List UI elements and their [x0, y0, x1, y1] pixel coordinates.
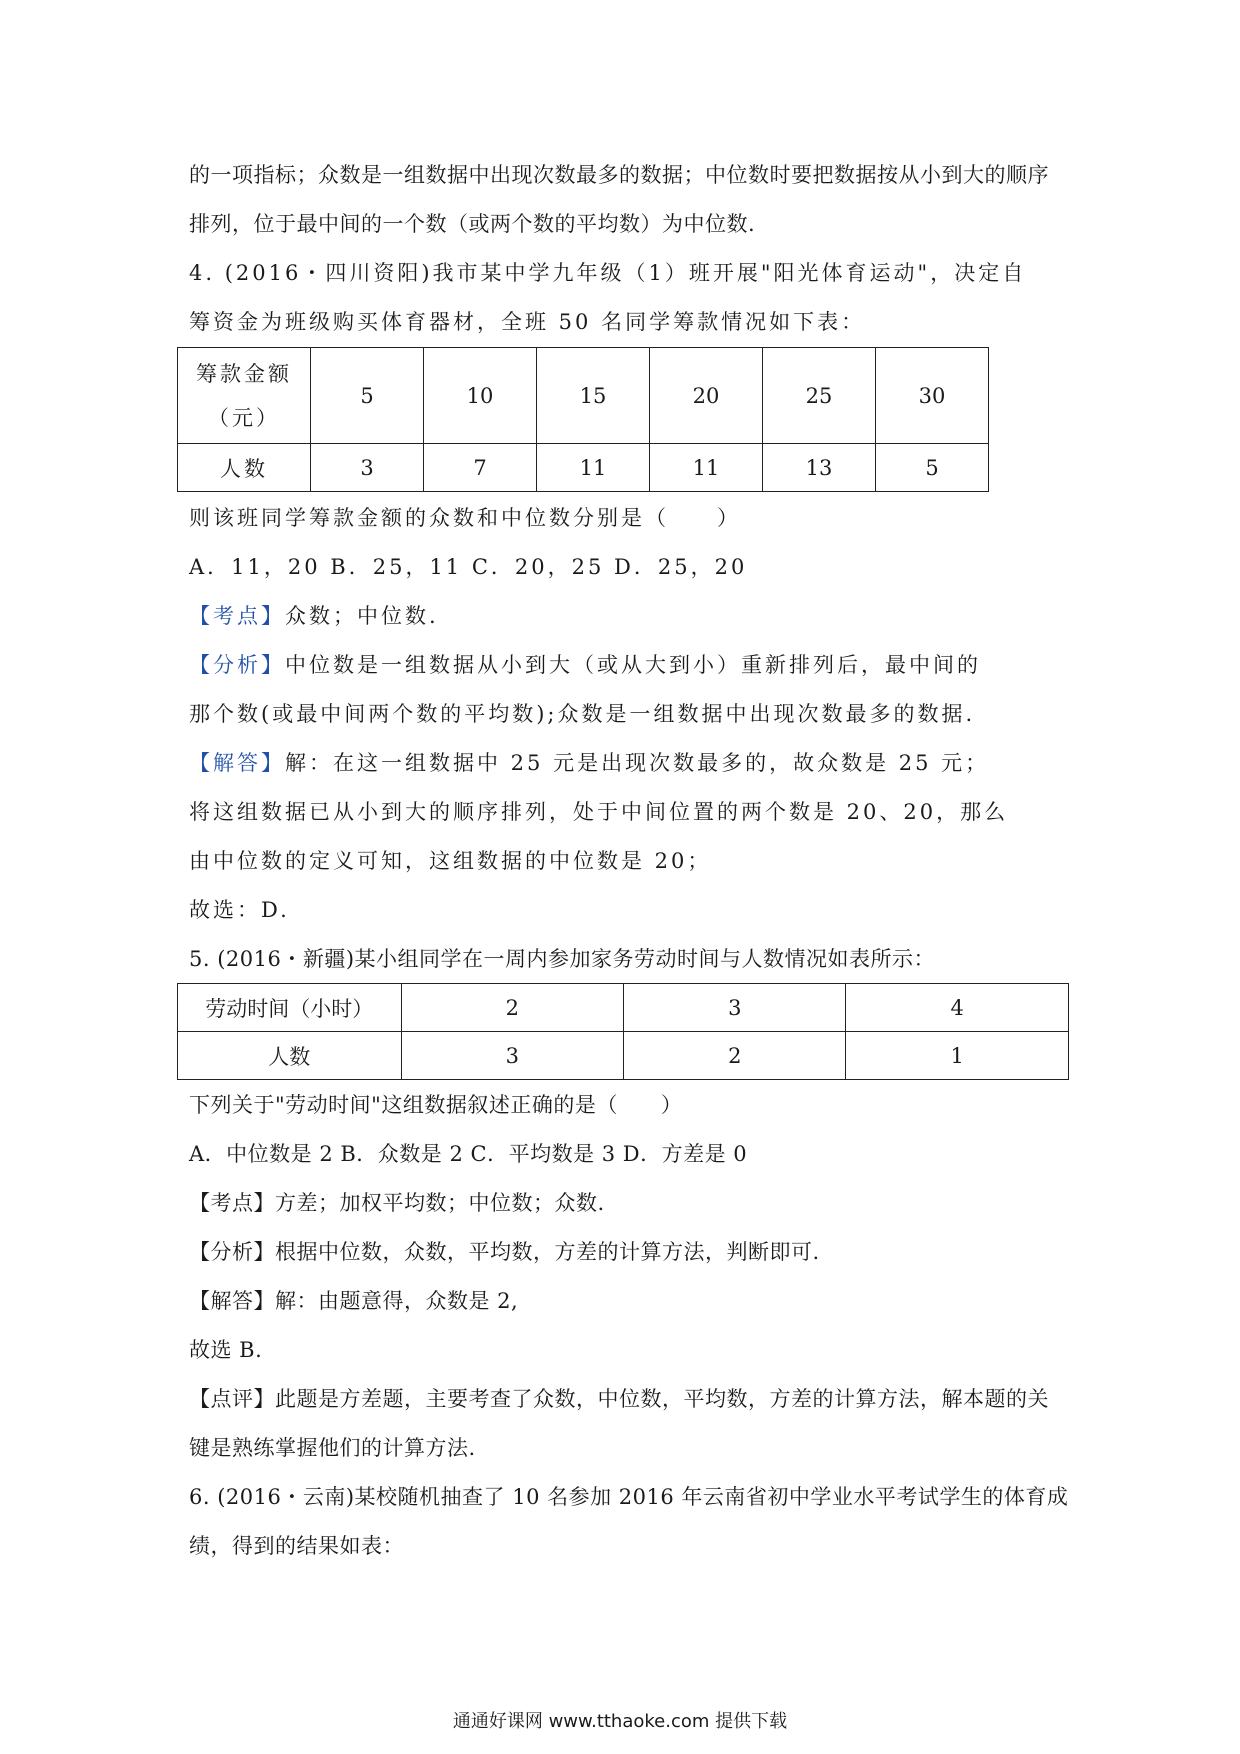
fenxi-tag: 【分析】: [189, 653, 285, 677]
header-unit: （元）: [208, 405, 280, 430]
table-row: [178, 984, 1069, 1032]
kaodian-tag: 【考点】: [189, 604, 285, 628]
table-cell: 11: [537, 444, 650, 492]
dianping-line: 键是熟练掌握他们的计算方法.: [189, 1436, 476, 1460]
table-cell: 3: [311, 444, 424, 492]
answer-line: 故选 B.: [189, 1338, 263, 1362]
jieda-line: [189, 748, 989, 778]
table-cell: 20: [650, 348, 763, 444]
table-header-cell: 劳动时间（小时）: [178, 984, 402, 1032]
question-5-prompt: 下列关于"劳动时间"这组数据叙述正确的是（ ）: [189, 1093, 683, 1117]
table-cell: 5: [876, 444, 989, 492]
fenxi-line: 那个数(或最中间两个数的平均数);众数是一组数据中出现次数最多的数据.: [189, 702, 976, 726]
table-cell: 7: [424, 444, 537, 492]
table-cell: 2: [624, 1032, 846, 1080]
table-cell: 30: [876, 348, 989, 444]
table-row: [178, 348, 989, 444]
table-header-cell: 人数: [178, 444, 311, 492]
table-header-cell: 人数: [178, 1032, 402, 1080]
jieda-tag: 【解答】: [189, 751, 285, 775]
fenxi-line: [189, 650, 981, 680]
table-row: [178, 444, 989, 492]
table-housework: [177, 983, 1069, 1080]
table-cell: 15: [537, 348, 650, 444]
table-cell: 3: [624, 984, 846, 1032]
kaodian-text: 众数；中位数.: [285, 604, 439, 628]
table-cell: 11: [650, 444, 763, 492]
question-4-prompt: 则该班同学筹款金额的众数和中位数分别是（ ）: [189, 506, 741, 530]
table-cell: 2: [401, 984, 623, 1032]
question-5-stem: 5. (2016・新疆)某小组同学在一周内参加家务劳动时间与人数情况如表所示：: [189, 947, 936, 971]
table-row: [178, 1032, 1069, 1080]
fenxi-text: 中位数是一组数据从小到大（或从大到小）重新排列后，最中间的: [285, 653, 981, 677]
text-line: 排列，位于最中间的一个数（或两个数的平均数）为中位数.: [189, 212, 756, 236]
question-4-stem: 4. (2016・四川资阳)我市某中学九年级（1）班开展"阳光体育运动"，决定自: [189, 261, 1027, 285]
question-6-stem: 绩，得到的结果如表：: [189, 1534, 404, 1558]
table-cell: 3: [401, 1032, 623, 1080]
jieda-line: 【解答】解：由题意得，众数是 2,: [189, 1289, 519, 1313]
table-cell: 25: [763, 348, 876, 444]
text-line: 的一项指标；众数是一组数据中出现次数最多的数据；中位数时要把数据按从小到大的顺序: [189, 163, 1049, 187]
question-5-options: A．中位数是 2 B．众数是 2 C．平均数是 3 D．方差是 0: [189, 1142, 748, 1166]
table-cell: 4: [846, 984, 1069, 1032]
table-header-cell: [178, 348, 311, 444]
page-footer: 通通好课网 www.tthaoke.com 提供下载: [452, 1711, 788, 1732]
table-cell: 1: [846, 1032, 1069, 1080]
table-cell: 13: [763, 444, 876, 492]
question-4-options: A．11，20 B．25，11 C．20，25 D．25，20: [189, 555, 748, 579]
table-fundraising: [177, 347, 989, 492]
jieda-text: 解：在这一组数据中 25 元是出现次数最多的，故众数是 25 元；: [285, 751, 990, 775]
dianping-line: 【点评】此题是方差题，主要考查了众数，中位数，平均数，方差的计算方法，解本题的关: [189, 1387, 1049, 1411]
table-cell: 10: [424, 348, 537, 444]
kaodian-line: [189, 601, 439, 631]
jieda-line: 将这组数据已从小到大的顺序排列，处于中间位置的两个数是 20、20，那么: [189, 800, 1009, 824]
kaodian-line: 【考点】方差；加权平均数；中位数；众数.: [189, 1191, 605, 1215]
jieda-line: 由中位数的定义可知，这组数据的中位数是 20；: [189, 849, 712, 873]
question-6-stem: 6. (2016・云南)某校随机抽查了 10 名参加 2016 年云南省初中学业水平考试学生的体育成: [189, 1485, 1069, 1509]
answer-line: 故选：D.: [189, 898, 290, 922]
header-label: 筹款金额: [196, 361, 292, 386]
question-4-stem: 筹资金为班级购买体育器材，全班 50 名同学筹款情况如下表：: [189, 310, 866, 334]
fenxi-line: 【分析】根据中位数，众数，平均数，方差的计算方法，判断即可.: [189, 1240, 820, 1264]
table-cell: 5: [311, 348, 424, 444]
